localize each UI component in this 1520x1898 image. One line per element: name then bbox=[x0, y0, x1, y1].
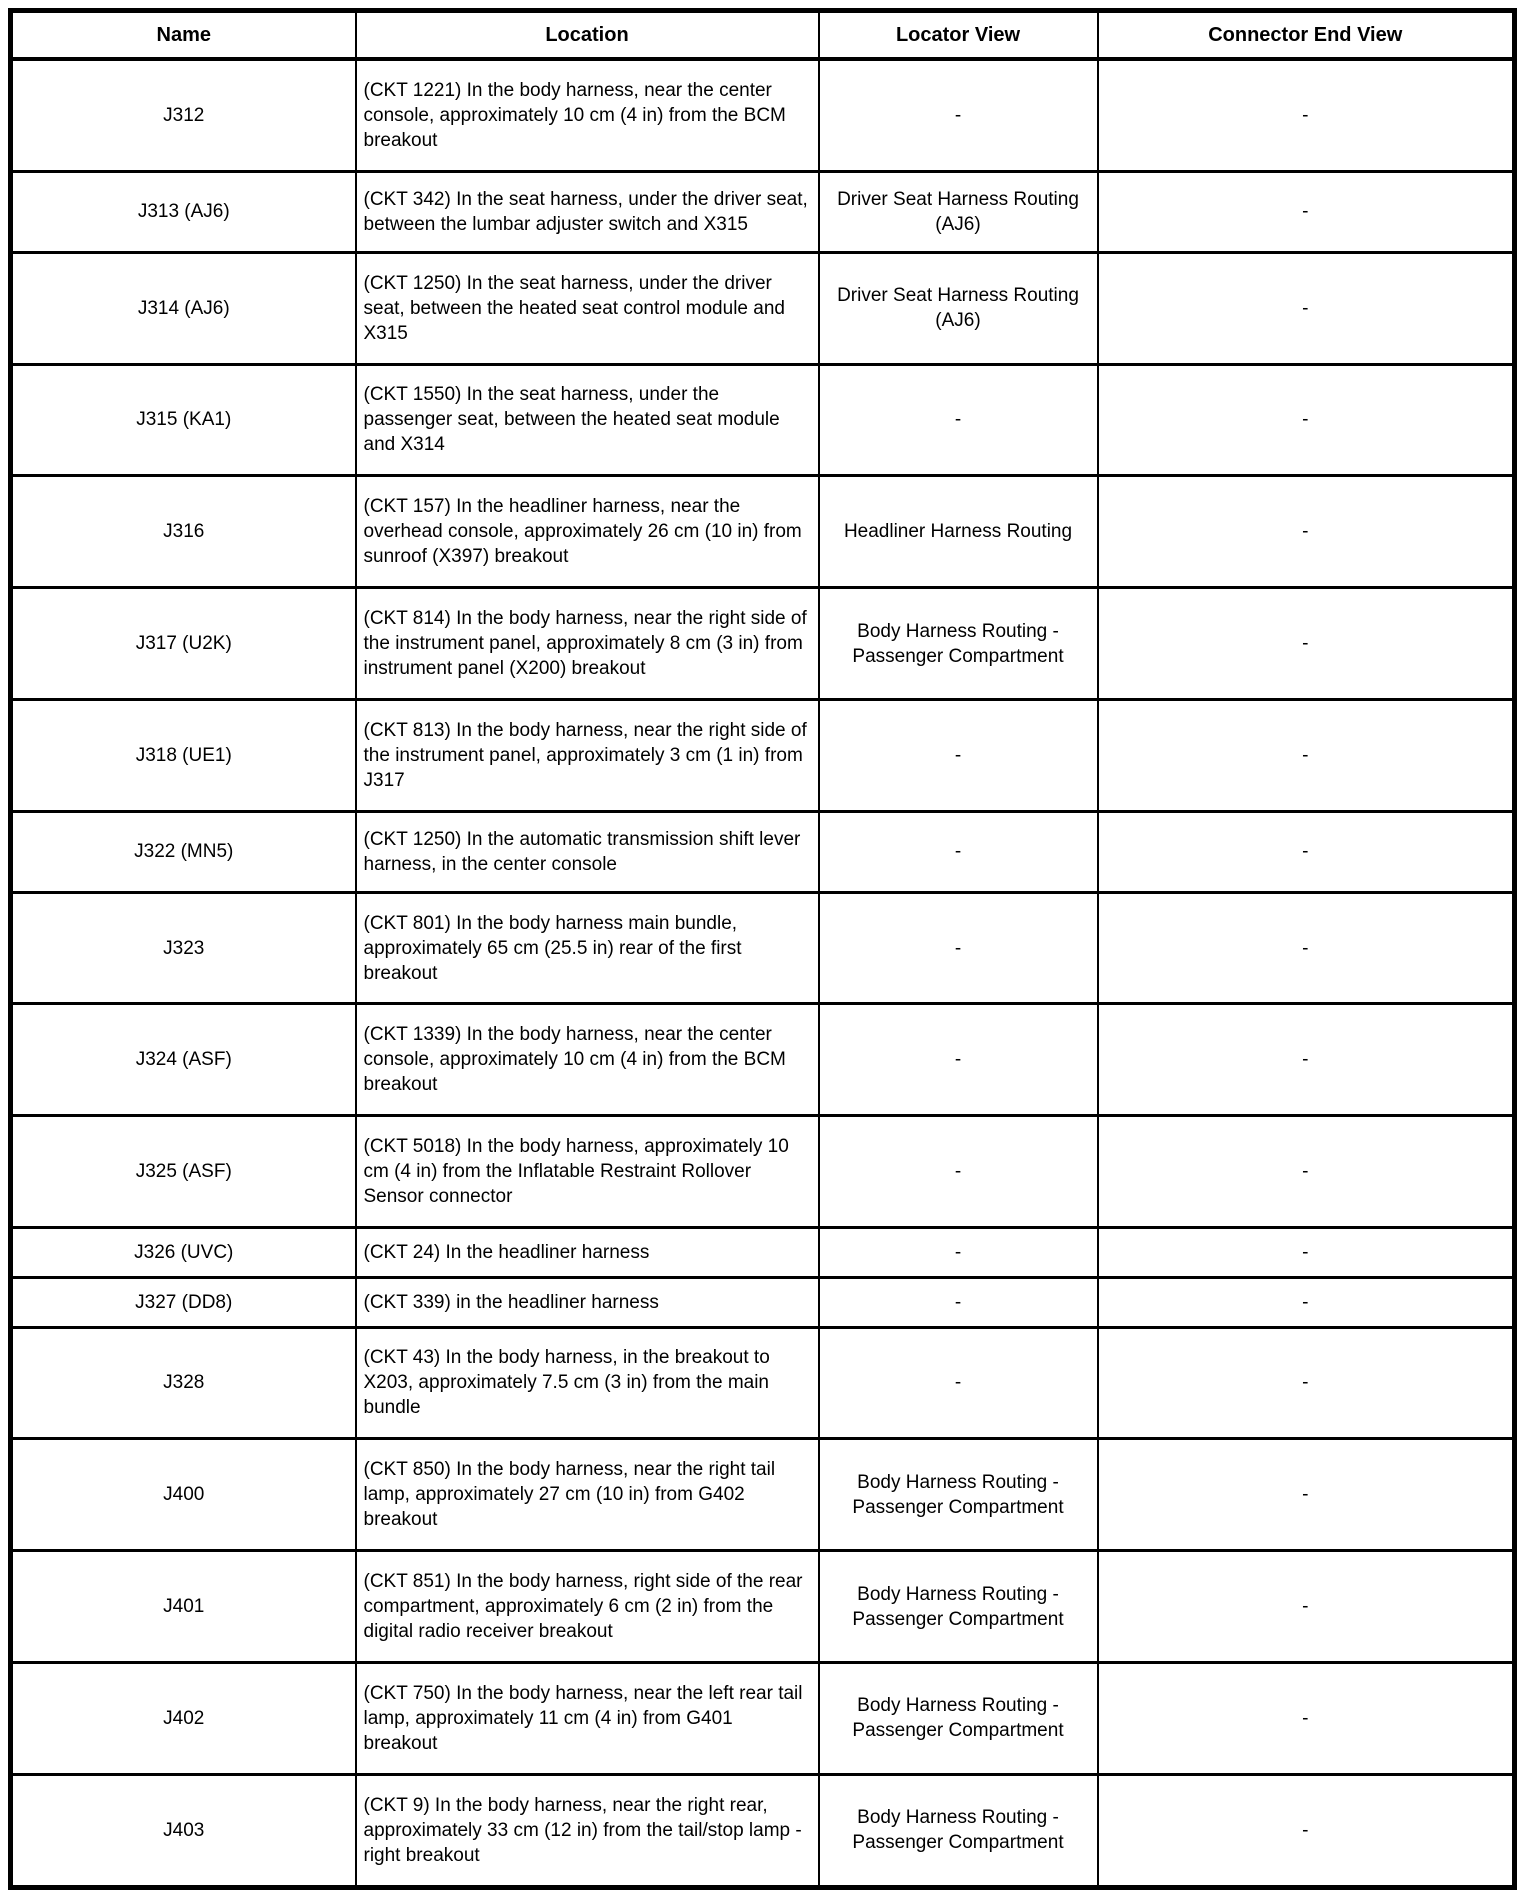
locator-view-cell: - bbox=[819, 700, 1098, 812]
locator-view-cell: Body Harness Routing - Passenger Compartment bbox=[819, 588, 1098, 700]
locator-view-cell: - bbox=[819, 1116, 1098, 1228]
table-row bbox=[11, 811, 1515, 892]
table-row bbox=[11, 588, 1515, 700]
name-cell: J400 bbox=[11, 1439, 356, 1551]
locator-view-cell: - bbox=[819, 1004, 1098, 1116]
connector-end-view-cell: - bbox=[1098, 1439, 1515, 1551]
column-header-name: Name bbox=[11, 11, 356, 60]
table-row bbox=[11, 252, 1515, 364]
table-row bbox=[11, 476, 1515, 588]
location-cell: (CKT 1339) In the body harness, near the center console, approximately 10 cm (4 in) from the BCM breakout bbox=[356, 1004, 819, 1116]
location-cell: (CKT 814) In the body harness, near the right side of the instrument panel, approximately 8 cm (3 in) from instrument panel (X200) breakout bbox=[356, 588, 819, 700]
table-row bbox=[11, 1116, 1515, 1228]
name-cell: J317 (U2K) bbox=[11, 588, 356, 700]
location-cell: (CKT 9) In the body harness, near the right rear, approximately 33 cm (12 in) from the tail/stop lamp - right breakout bbox=[356, 1774, 819, 1887]
connector-end-view-cell: - bbox=[1098, 1663, 1515, 1775]
header-row bbox=[11, 11, 1515, 60]
location-cell: (CKT 5018) In the body harness, approximately 10 cm (4 in) from the Inflatable Restraint Rollover Sensor connector bbox=[356, 1116, 819, 1228]
name-cell: J323 bbox=[11, 892, 356, 1004]
connector-end-view-cell: - bbox=[1098, 1277, 1515, 1327]
locator-view-cell: - bbox=[819, 892, 1098, 1004]
location-cell: (CKT 813) In the body harness, near the right side of the instrument panel, approximately 3 cm (1 in) from J317 bbox=[356, 700, 819, 812]
name-cell: J315 (KA1) bbox=[11, 364, 356, 476]
location-cell: (CKT 43) In the body harness, in the breakout to X203, approximately 7.5 cm (3 in) from the main bundle bbox=[356, 1327, 819, 1439]
location-cell: (CKT 339) in the headliner harness bbox=[356, 1277, 819, 1327]
locator-view-cell: - bbox=[819, 1228, 1098, 1278]
name-cell: J318 (UE1) bbox=[11, 700, 356, 812]
connector-end-view-cell: - bbox=[1098, 476, 1515, 588]
location-cell: (CKT 1250) In the automatic transmission shift lever harness, in the center console bbox=[356, 811, 819, 892]
name-cell: J314 (AJ6) bbox=[11, 252, 356, 364]
connector-end-view-cell: - bbox=[1098, 1774, 1515, 1887]
connector-end-view-cell: - bbox=[1098, 1551, 1515, 1663]
locator-view-cell: Body Harness Routing - Passenger Compartment bbox=[819, 1663, 1098, 1775]
connector-end-view-cell: - bbox=[1098, 1116, 1515, 1228]
locator-view-cell: Body Harness Routing - Passenger Compartment bbox=[819, 1551, 1098, 1663]
name-cell: J402 bbox=[11, 1663, 356, 1775]
table-row bbox=[11, 1004, 1515, 1116]
connector-end-view-cell: - bbox=[1098, 1327, 1515, 1439]
locator-view-cell: - bbox=[819, 59, 1098, 171]
name-cell: J401 bbox=[11, 1551, 356, 1663]
location-cell: (CKT 851) In the body harness, right side of the rear compartment, approximately 6 cm (2 in) from the digital radio receiver breakout bbox=[356, 1551, 819, 1663]
name-cell: J322 (MN5) bbox=[11, 811, 356, 892]
table-row bbox=[11, 171, 1515, 252]
location-cell: (CKT 24) In the headliner harness bbox=[356, 1228, 819, 1278]
name-cell: J324 (ASF) bbox=[11, 1004, 356, 1116]
table-row bbox=[11, 1774, 1515, 1887]
table-row bbox=[11, 1228, 1515, 1278]
location-cell: (CKT 342) In the seat harness, under the driver seat, between the lumbar adjuster switch and X315 bbox=[356, 171, 819, 252]
location-cell: (CKT 1221) In the body harness, near the center console, approximately 10 cm (4 in) from the BCM breakout bbox=[356, 59, 819, 171]
connector-end-view-cell: - bbox=[1098, 811, 1515, 892]
table-row bbox=[11, 700, 1515, 812]
table-header bbox=[11, 11, 1515, 60]
connector-end-view-cell: - bbox=[1098, 1004, 1515, 1116]
locator-view-cell: - bbox=[819, 1277, 1098, 1327]
column-header-connector-end-view: Connector End View bbox=[1098, 11, 1515, 60]
locator-view-cell: Headliner Harness Routing bbox=[819, 476, 1098, 588]
connector-end-view-cell: - bbox=[1098, 700, 1515, 812]
connector-location-table bbox=[8, 8, 1517, 1890]
name-cell: J325 (ASF) bbox=[11, 1116, 356, 1228]
name-cell: J327 (DD8) bbox=[11, 1277, 356, 1327]
table-row bbox=[11, 1277, 1515, 1327]
table-body bbox=[11, 59, 1515, 1888]
column-header-location: Location bbox=[356, 11, 819, 60]
location-cell: (CKT 750) In the body harness, near the left rear tail lamp, approximately 11 cm (4 in) from G401 breakout bbox=[356, 1663, 819, 1775]
connector-end-view-cell: - bbox=[1098, 252, 1515, 364]
connector-end-view-cell: - bbox=[1098, 588, 1515, 700]
name-cell: J403 bbox=[11, 1774, 356, 1887]
name-cell: J312 bbox=[11, 59, 356, 171]
table-row bbox=[11, 1327, 1515, 1439]
table-row bbox=[11, 1439, 1515, 1551]
name-cell: J326 (UVC) bbox=[11, 1228, 356, 1278]
table-row bbox=[11, 1663, 1515, 1775]
connector-end-view-cell: - bbox=[1098, 364, 1515, 476]
location-cell: (CKT 801) In the body harness main bundle, approximately 65 cm (25.5 in) rear of the first breakout bbox=[356, 892, 819, 1004]
name-cell: J313 (AJ6) bbox=[11, 171, 356, 252]
location-cell: (CKT 850) In the body harness, near the right tail lamp, approximately 27 cm (10 in) from G402 breakout bbox=[356, 1439, 819, 1551]
location-cell: (CKT 1550) In the seat harness, under the passenger seat, between the heated seat module and X314 bbox=[356, 364, 819, 476]
connector-end-view-cell: - bbox=[1098, 171, 1515, 252]
connector-end-view-cell: - bbox=[1098, 59, 1515, 171]
location-cell: (CKT 1250) In the seat harness, under the driver seat, between the heated seat control module and X315 bbox=[356, 252, 819, 364]
locator-view-cell: - bbox=[819, 811, 1098, 892]
connector-end-view-cell: - bbox=[1098, 892, 1515, 1004]
table-row bbox=[11, 1551, 1515, 1663]
location-cell: (CKT 157) In the headliner harness, near the overhead console, approximately 26 cm (10 in) from sunroof (X397) breakout bbox=[356, 476, 819, 588]
table-row bbox=[11, 364, 1515, 476]
column-header-locator-view: Locator View bbox=[819, 11, 1098, 60]
name-cell: J316 bbox=[11, 476, 356, 588]
connector-end-view-cell: - bbox=[1098, 1228, 1515, 1278]
table-row bbox=[11, 892, 1515, 1004]
locator-view-cell: - bbox=[819, 364, 1098, 476]
name-cell: J328 bbox=[11, 1327, 356, 1439]
locator-view-cell: - bbox=[819, 1327, 1098, 1439]
table-row bbox=[11, 59, 1515, 171]
locator-view-cell: Driver Seat Harness Routing (AJ6) bbox=[819, 171, 1098, 252]
locator-view-cell: Body Harness Routing - Passenger Compartment bbox=[819, 1774, 1098, 1887]
locator-view-cell: Driver Seat Harness Routing (AJ6) bbox=[819, 252, 1098, 364]
locator-view-cell: Body Harness Routing - Passenger Compartment bbox=[819, 1439, 1098, 1551]
